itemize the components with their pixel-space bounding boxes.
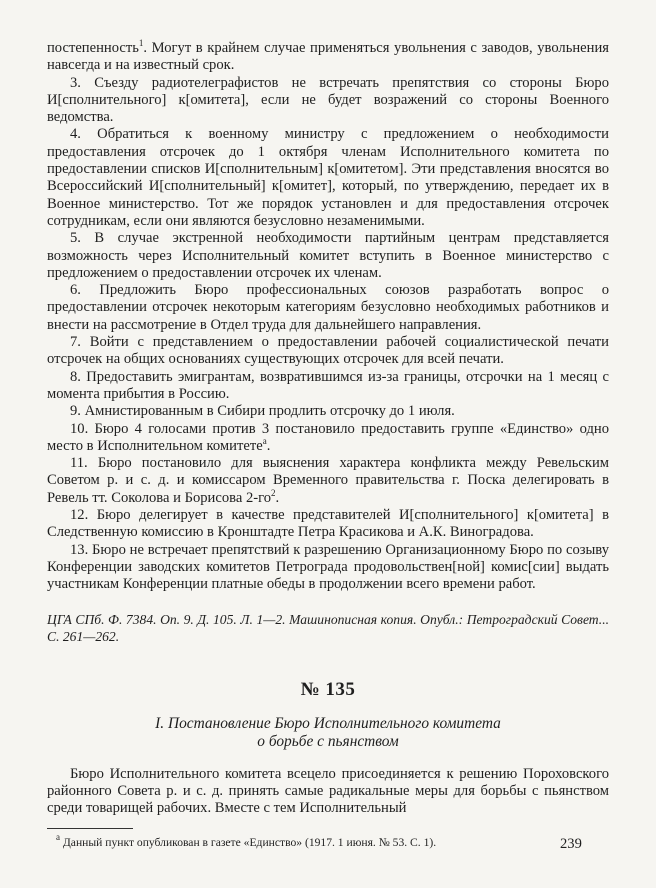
document-page [47,40,609,850]
archival-source: ЦГА СПб. Ф. 7384. Оп. 9. Д. 105. Л. 1—2. Машинописная копия. Опубл.: Петроградский Совет... С. 261—262. [47,611,609,644]
document-number: № 135 [300,678,356,700]
paragraph-text: 10. Бюро 4 голосами против 3 постановило предоставить группе «Единство» одно место в Исполнительном комитете [47,420,609,454]
footnote-marker: а [56,832,60,843]
paragraph-text: 11. Бюро постановило для выяснения характера конфликта между Ревельским Советом р. и с. д. и комиссаром Временного правительства г. Поска делегировать в Ревель тт. Соколова и Борисова 2-го [47,455,609,506]
document-title [47,715,609,751]
paragraph-item-13: 13. Бюро не встречает препятствий к разрешению Организационному Бюро по созыву Конференции заводских комитетов Петрограда продовольствен[ной] комис[сии] выдать участникам Конференции платные обеды в продолжении всего времени работ. [47,541,609,593]
paragraph-text: . Могут в крайнем случае применяться увольнения с заводов, увольнения навсегда и на известный срок. [47,40,609,74]
paragraph-item-6: 6. Предложить Бюро профессиональных союзов разработать вопрос о предоставлении отсрочек некоторым категориям безусловно необходимых работников и внести на рассмотрение в Отдел труда для дальнейшего направления. [47,282,609,333]
document-title-line: I. Постановление Бюро Исполнительного комитета [155,714,501,732]
footnote-divider [47,828,133,829]
footnote-ref[interactable]: а [262,435,267,446]
paragraph-item-3: 3. Съезду радиотелеграфистов не встречать препятствия со стороны Бюро И[сполнительного] к[омитета], если не будет возражений со стороны Военного ведомства. [47,74,609,126]
paragraph-item-7: 7. Войти с представлением о предоставлении рабочей социалистической печати отсрочек на общих основаниях существующих отсрочек для всей печати. [47,334,609,368]
footnote-ref[interactable]: 1 [138,38,144,48]
paragraph-item-10 [47,421,609,456]
footnote [47,832,609,850]
paragraph-text: . [275,489,280,506]
paragraph-item-8: 8. Предоставить эмигрантам, возвратившимся из-за границы, отсрочки на 1 месяц с момента прибытия в Россию. [47,368,609,402]
paragraph-item-9: 9. Амнистированным в Сибири продлить отсрочку до 1 июля. [70,403,455,420]
paragraph-item-11 [47,455,609,507]
footnote-ref[interactable]: 2 [271,487,276,498]
paragraph-intro: Бюро Исполнительного комитета всецело присоединяется к решению Пороховского районного Совета р. и с. д. принять самые радикальные меры для борьбы с пьянством среди товарищей рабочих. Вместе с тем Исполнительный [47,765,609,817]
page-number: 239 [560,836,582,852]
paragraph-continuation [47,40,609,75]
paragraph-item-12: 12. Бюро делегирует в качестве представителей И[сполнительного] к[омитета] в Следственную комиссию в Кронштадте Петра Красикова и А.К. Виноградова. [47,507,609,541]
footnote-text: Данный пункт опубликован в газете «Единство» (1917. 1 июня. № 53. С. 1). [60,836,437,850]
paragraph-text: . [266,437,271,454]
paragraph-text: постепенность [47,40,139,56]
paragraph-item-4: 4. Обратиться к военному министру с предложением о необходимости предоставления отсрочек до 1 октября членам Исполнительного комитета по предоставлении списков И[сполнительным] к[омитетом]. Эти представления вносятся во Всероссийский И[сполнительный] к[омитет], который, по утверждению, передает их в Военное министерство. Тот же порядок установлен и для предоставления отсрочек сотрудникам, если они являются безусловно незаменимыми. [47,126,609,229]
paragraph-item-5: 5. В случае экстренной необходимости партийным центрам представляется возможность через Исполнительный комитет вступить в Военное министерство с предложением о предоставлении отсрочек их членам. [47,230,609,281]
document-title-line: о борьбе с пьянством [257,732,399,750]
